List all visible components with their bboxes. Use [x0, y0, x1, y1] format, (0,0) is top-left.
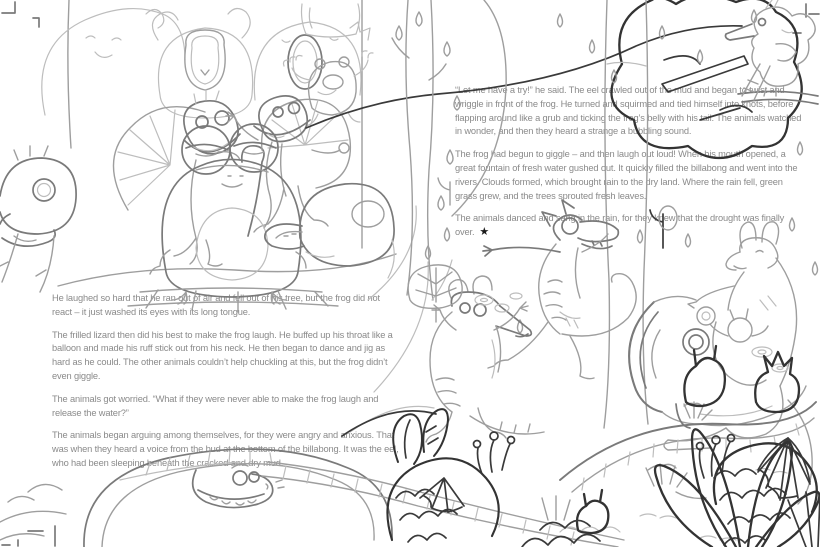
scene-frame: [58, 0, 396, 286]
dancing-frilled-lizard-sketch: [226, 96, 350, 232]
kangaroo-joey-sketch: [664, 222, 812, 504]
story-paragraph: “Let me have a try!” he said. The eel crawled out of the mud and began to twist and wriggle in front of the frog. He turned and squirmed and tied himself into knots, before flapping around like a grub and ticking the frog’s belly with his tail. The animals watched in wonder, and then they heard a strange a bubbling sound.: [455, 85, 802, 137]
billabong-frog-sketch: [560, 296, 816, 540]
wombat-sketch: [42, 9, 185, 115]
story-paragraph: He laughed so hard that he ran out of air and fell out of his tree, but the frog did not react – it just washed its eyes with its long tongue.: [52, 293, 380, 317]
story-paragraph: The frilled lizard then did his best to make the frog laugh. He buffed up his throat like a balloon and made his ruff stick out from his neck. He then began to dance and jig as hard as he could. The other animals couldn’t help chuckling at this, but the frog didn’t even giggle.: [52, 329, 393, 381]
left-page-text: [52, 292, 400, 480]
grumpy-frog-sketch: [150, 124, 306, 304]
story-paragraph: The animals began arguing among themselves, for they were angry and anxious. That was when they heard a voice from the bud at the bottom of the billabong. It was the eel, who had been sleeping beneath the cracked and dry mud.: [52, 430, 399, 468]
right-page-text: [455, 84, 803, 249]
left-scene: [0, 0, 396, 312]
tree-frog-sketch: [284, 51, 374, 126]
story-paragraph: [455, 212, 803, 240]
spider-web-bush: [420, 478, 464, 512]
koala-sketch: [254, 22, 370, 100]
spider-web-leaf: [758, 438, 810, 500]
story-paragraph-text: The animals danced and sang in the rain, for they knew that the drought was finally over.: [455, 213, 785, 238]
rocks-sketch: [302, 4, 360, 37]
ink-plants-sketch: [387, 346, 820, 547]
frilled-lizard-cane-sketch: [113, 90, 264, 266]
emu-sketch: [0, 146, 76, 292]
possum-sketch: [152, 8, 252, 118]
story-paragraph: The frog had begun to giggle – and then laugh out loud! When his mouth opened, a great fountain of fresh water gushed out. It quickly filled the billabong and went into the rivers. Clouds formed, which brought rain to the dry land. Where the rain fell, green grass grew, and the trees sprouted fresh leaves.: [455, 149, 798, 201]
dancing-numbat-sketch: [426, 276, 544, 442]
leaf-bush-sketch: [408, 246, 522, 322]
star-icon: ★: [479, 226, 490, 239]
story-paragraph: The animals got worried. “What if they were never able to make the frog laugh and release the water?”: [52, 393, 379, 418]
platypus-sketch: [265, 184, 394, 278]
